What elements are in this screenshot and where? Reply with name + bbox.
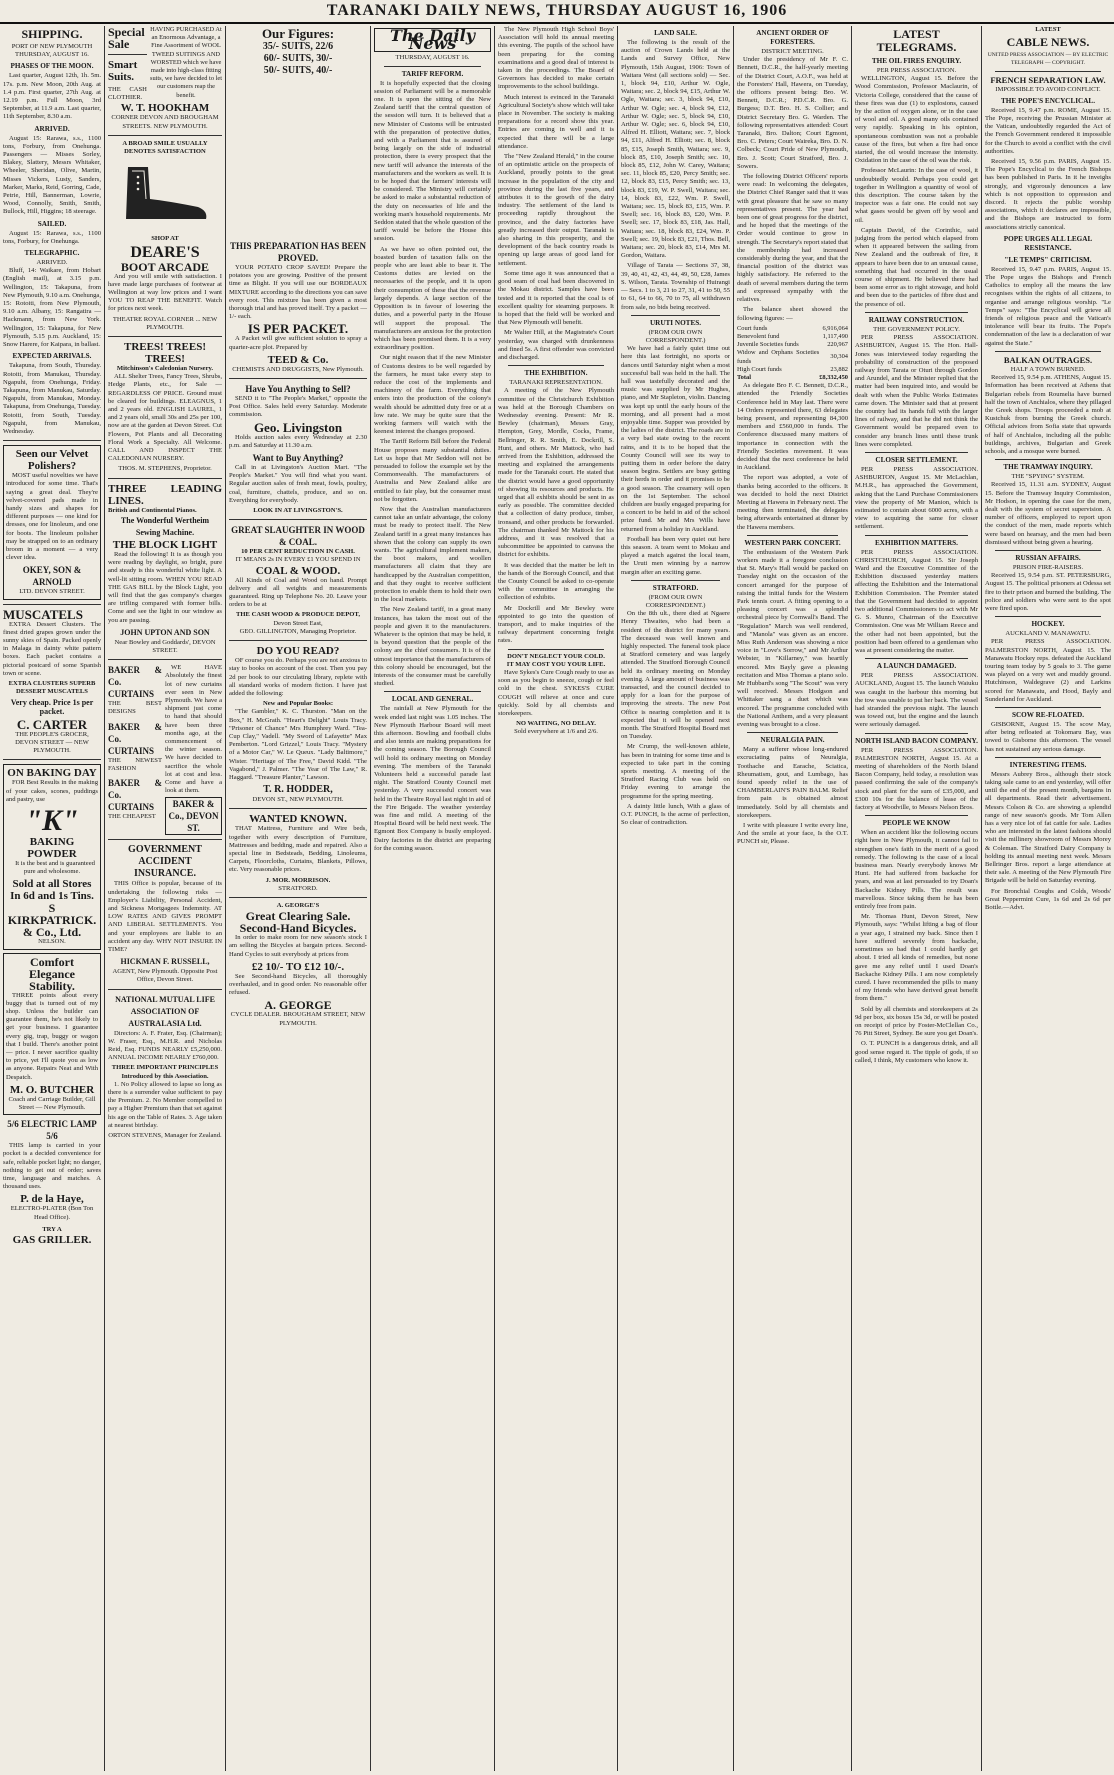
table-row: High Court funds 23,882 [737, 365, 848, 373]
cold-heading-2: IT MAY COST YOU YOUR LIFE. [506, 660, 606, 668]
principles-text: 1. No Policy allowed to lapse so long as there is a surrender value sufficient to pay the Premium. 2. No Member compelled to pay a Higher Premium than that set against his age on the Table of Rates. 3. Age taken at nearest birthday. [108, 1080, 222, 1129]
western-heading: WESTERN PARK CONCERT. [744, 538, 841, 547]
railway-heading: RAILWAY CONSTRUCTION. [868, 315, 965, 324]
telegraphic-text: Bluff, 14: Waikare, from Hobart (English mail), at 3.15 p.m. Wellington, 15: Takapuna, from New Plymouth, 9.10 a.m. Onehunga, 15: Rotoiti, from New Plymouth, 9.10 a.m. Albany, 15: Rangatira — Hackmann, from New York. Wellington, 15: Takapuna, for New Plymouth, 5.15 p.m. Auckland, 15: Snow Harere, for Kaipara, in ballast. [3, 267, 101, 349]
second-hand: Second-Hand Bicycles. [239, 921, 357, 936]
foresters-text-4: As delegate Bro F. C. Bennett, D.C.R., attended the Friendly Societies Conference held in May last. There were 14 Orders represented there, 63 delegates being present, and representing 84,300 members and £560,000 in funds. The Conference discussed many matters of importance in connection with the Friendly Societies movement. It was decided that the next conference be held in Auckland. [737, 382, 848, 472]
butcher-name: M. O. BUTCHER [9, 1083, 95, 1096]
baking-ad [3, 764, 101, 949]
we-have-text: WE HAVE Absolutely the finest lot of new curtains ever seen in New Plymouth. We have a shipment just come to hand that should have been three months ago, at the commencement of the winter season. We have decided to sacrifice the whole lot at cost and less. Come and have a look at them. [165, 664, 222, 795]
balkan-sub: HALF A TOWN BURNED. [1010, 365, 1086, 373]
shipping-heading: SHIPPING. [21, 27, 83, 41]
mitchinson: Mitchinson's Caledonian Nursery. [116, 365, 214, 373]
land-text: The following is the result of the auction of Crown Lands held at the Lands and Survey Office, New Plymouth, 15th August, 1906: Town of Waitara West (all sections sold) — Sec. 1, block 94, £10, Arthur W. Ogle, Waitara; sec. 2, block 94, £15, Arthur W. Ogle, Waitara; sec. 3, block 94, £10, Arthur W. Ogle; sec. 4, block 94, £12, Arthur W. Ogle; sec. 5, block 94, £10, Arthur W. Ogle; sec. 6, block 94, £10, Alfred H. Elliott, Waitara; sec. 7, block 94, £11, Alfred H. Elliott; sec. 8, block 85, £15, Joseph Smith, Waitara; sec. 9, block 85, £10, Joseph Smith; sec. 10, block 85, £12, John W. Carey, Waitara; sec. 11, block 85, £20, Percy Smith; sec. 12, block 83, £15, Percy Smith; sec. 13, block 83, £19, W. P. Swell, Waitara; sec. 14, block 83, £22, Wm. P. Swell, Waitara; sec. 15, block 83, £15, Wm. P. Swell; sec. 16, block 83, £20, Wm. P. Swell; sec. 17, block 83, £18, Jas. Hall, Waitara; sec. 18, block 83, £24, Wm. P. Swell; sec. 19, block 83, £21, Thos. Bell, Waitara; sec. 20, block 83, £14, Mrs M. Gordon, Waitara. [621, 39, 730, 260]
table-row: Benevolent fund 1,117,490 [737, 332, 848, 340]
western-text: The enthusiasm of the Western Park workers made it a foregone conclusion that St. Mary's Hall would be packed on Tuesday night on the occasion of the concert arranged for the purpose of raising the initial funds for the Western Park tennis court. A fitting opening to a pleasing concert was a splendid orchestral piece by Cornwall's Band. The "Regulation" March was well rendered, and "Manola" was given as an encore. Miss Ruth Anderson was showing a nice voice in "Love's Sorrow," and Mr Arthur Webster, in "Killarney," was heartily encored. Mrs Bayly gave a pleasing recitation and Miss Thomas a piano solo. Mr Hubbard's song "The Scout" was very well received. Messrs Hodgson and Whittaker sang a duet which was encored. The programme concluded with the National Anthem, and a very pleasant evening was brought to a close. [737, 548, 848, 729]
newest-fashion: THE NEWEST FASHION [108, 756, 162, 772]
people-text: When an accident like the following occurs right here in New Plymouth, it cannot fail to strengthen one's faith in the merit of a good remedy. The following is the case of a local business man. Nearly everybody knows Mr Hunt. He had suffered from backache for years, and was at last persuaded to try Doan's Backache Kidney Pills. The result was marvellous. Since taking them he has been entirely free from pain. [855, 829, 978, 911]
great-sale: Great Clearing Sale. [245, 909, 351, 924]
try-a: TRY A [42, 1225, 62, 1233]
block-light: THE BLOCK LIGHT [112, 538, 218, 551]
gov-insurance-heading: GOVERNMENT ACCIDENT INSURANCE. [128, 844, 202, 880]
phases-heading: PHASES OF THE MOON. [10, 62, 94, 71]
hockey-heading: HOCKEY. [1031, 620, 1065, 629]
baker-heading-3: BAKER & Co. [108, 777, 162, 800]
coal-wood: COAL & WOOD. [255, 564, 341, 577]
second-text: In order to make room for new season's stock I am selling the Bicycles at bargain prices. Second-Hand Cycles to suit everybody at prices from [229, 934, 367, 958]
stephens: THOS. M. STEPHENS, Proprietor. [118, 465, 212, 473]
port-date: THURSDAY, AUGUST 16. [15, 51, 89, 59]
velvet-text: MOST useful novelties we have introduced for some time. That's saying a great deal. They're velvet-covered pads made in handy sizes and shapes for different purposes — one kind for dresses, one for linoleum, and one for boots. The linoleum polisher may be strapped on to an ordinary broom in a moment — a very clever idea. [6, 472, 98, 562]
tariff-text-6: The New Zealand tariff, in a great many instances, has taken the most out of the people and given it to the manufacturers. Whatever is the opinion that may be held, it is beyond question that the people of the colony are the chief consumers. It is of the utmost importance that the manufacturers of this colony should be encouraged, but the interests of the consumer must be carefully studied. [374, 606, 492, 688]
column-3 [226, 240, 370, 1775]
comfort-ad [3, 953, 101, 1116]
powder-text: It is the best and is guaranteed pure and wholesome. [15, 860, 95, 876]
uruti-text-2: Football has been very quiet out here this season. A team went to Mokau and played a match against the local team, the Uruti men winning by a narrow margin after an exciting game. [621, 535, 730, 576]
lamp-heading: 5/6 ELECTRIC LAMP 5/6 [7, 1119, 97, 1142]
velvet-ad [3, 445, 101, 599]
look-in: LOOK IN AT LIVINGSTON'S. [253, 507, 343, 515]
russian-text: Received 15, 9.54 p.m. ST. PETERSBURG, August 15. The political prisoners at Odessa set fire to their prison and burned the building. The police and soldiers who were sent to the spot were fired upon. [985, 572, 1111, 612]
baker-devon: BAKER & Co., DEVON ST. [165, 797, 222, 835]
launch-heading: A LAUNCH DAMAGED. [876, 662, 957, 671]
comfort-heading: Comfort Elegance Stability. [29, 954, 75, 993]
foresters-text-3: The balance sheet showed the following figures: — [737, 306, 848, 322]
foresters-sub: DISTRICT MEETING. [761, 48, 824, 55]
georges: A. GEORGE'S [276, 901, 320, 909]
okey-name: OKEY, SON & ARNOLD [22, 565, 82, 588]
muscatel-price: Very cheap. Price 1s per packet. [10, 698, 94, 716]
expected-text: Takapuna, from South, Thursday. Rotoiti, from Manukau, Thursday. Ngapuhi, from Onehunga, Friday. Takapuna, from Manukau, Saturday. Ngapuhi, from Manukau, Monday. Takapuna, from Onehunga, Tuesday. Rotoiti, from South, Tuesday. Ngapuhi, from Manukau, Wednesday. [3, 362, 101, 435]
sailed-heading: SAILED. [37, 219, 67, 228]
teed-name: TEED & Co. [267, 353, 329, 366]
items-text: Messrs Aubrey Bros., although their stock taking sale came to an end yesterday, will offer until the end of the present month, bargains in all departments. Read their advertisement. Messrs Colson & Co. are showing a splendid range of new season's goods. Mr Tom Allen has a very nice lot of fat cattle for sale. Ladies who are interested in the latest fashions should visit the millinery showroom of Messrs Morey & Coleman. The Stratford Dairy Company is holding its annual meeting next week. Messrs Bellringer Bros. report a large attendance at their sale. A meeting of the New Plymouth Fire Brigade will be held on Saturday evening. [985, 770, 1111, 885]
theatre-corner: THEATRE ROYAL CORNER ... NEW PLYMOUTH. [112, 315, 218, 331]
temps-heading: "LE TEMPS" CRITICISM. [1004, 255, 1092, 264]
tariff-text-4: The Tariff Reform Bill before the Federal House proposes many substantial duties. Let us hope that Mr Seddon will not be persuaded to follow the example set by the Commonwealth. The manufacturers of Australia and New Zealand alike are entitled to fair play, but the consumer must not be forgotten. [374, 438, 491, 503]
reduction: 10 PER CENT REDUCTION IN CASH. [241, 548, 355, 556]
british-pianos: British and Continental Pianos. [108, 506, 197, 514]
temps-text: Received 15, 9.47 p.m. PARIS, August 15. The Pope urges the Bishops and French Catholics to employ all the means the law recognises within the rights of all citizens, to organise and arrange religious worship. "Le Temps" says: "The Encyclical will grieve all friends of religious peace and the Vatican's intolerance will bear its fruits. The Pope's condemnation of the law is a declaration of war against the State." [985, 265, 1111, 347]
table-row: Total £8,332,450 [737, 373, 848, 381]
george-name: A. GEORGE [264, 998, 332, 1013]
smart-suits: Smart Suits. [108, 59, 138, 83]
hookham-name: W. T. HOOKHAM [120, 102, 210, 115]
tramway-sub: THE "SPYING" SYSTEM. [1011, 473, 1085, 481]
people-heading: PEOPLE WE KNOW [882, 819, 951, 828]
carter-name: C. CARTER [16, 716, 88, 732]
mutual-heading: NATIONAL MUTUAL LIFE ASSOCIATION OF AUSTRALASIA Ltd. [115, 994, 215, 1028]
figures-1: 35/- SUITS, 22/6 [262, 41, 334, 52]
upton: JOHN UPTON AND SON [120, 627, 210, 637]
russell-name: HICKMAN F. RUSSELL, [120, 957, 210, 967]
daily-news-title: The Daily News [374, 28, 491, 52]
carter-sub: THE PEOPLE'S GROCER, DEVON STREET — NEW PLYMOUTH. [15, 730, 89, 755]
figures-box [226, 26, 370, 216]
prep-heading: THIS PREPARATION HAS BEEN PROVED. [230, 241, 366, 263]
geo-text: Holds auction sales every Wednesday at 2.30 p.m. and Saturday at 11.30 a.m. [229, 433, 367, 449]
exhibition-matters-heading: EXHIBITION MATTERS. [875, 538, 958, 547]
punch-verse: A dainty little lunch, With a glass of O.T. PUNCH, Is the acme of perfection, So clear of contradiction. [621, 802, 730, 827]
velvet-heading: Seen our Velvet Polishers? [15, 448, 89, 473]
column-4 [371, 26, 494, 1775]
closer-text: PER PRESS ASSOCIATION. ASHBURTON, August 15. Mr McLachlan, M.H.R., has approached the Government, asking that the Land Purchase Commissioners view the property of Mr Manion, which is estimated to contain about 6000 acres, with a view to acquiring the same for closer settlement. [855, 465, 978, 531]
boot-illustration [108, 159, 222, 229]
gas-griller: GAS GRILLER. [12, 1234, 92, 1247]
launch-text: PER PRESS ASSOCIATION. AUCKLAND, August 15. The launch Waiuku was caught in the harbour this morning but the tow was unable to put her back. The vessel had stranded the previous night. The launch was towed out, but the engine and the launch were seriously damaged. [855, 672, 978, 729]
sell-text: SEND it to "The People's Market," opposite the Post Office. Sales held every Saturday. Moderate commission. [229, 395, 367, 419]
means: IT MEANS 2s IN EVERY £1 YOU SPEND IN [235, 556, 361, 564]
teed-sub: CHEMISTS AND DRUGGISTS, New Plymouth. [232, 365, 364, 373]
k-logo: "K" [25, 804, 79, 838]
exhibition-heading: THE EXHIBITION. [524, 369, 588, 378]
railway-sub: THE GOVERNMENT POLICY. [873, 325, 960, 333]
column-7 [734, 26, 851, 1775]
items-heading: INTERESTING ITEMS. [1009, 760, 1087, 769]
powder-heading: BAKING POWDER [27, 836, 77, 861]
coal-text: All Kinds of Coal and Wood on hand. Prompt delivery and all weights and measurements guaranteed. Ring up Telephone No. 20. Leave your orders to be at [229, 576, 367, 609]
morrison: J. MOR. MORRISON. [265, 876, 331, 884]
lamp-text: THIS lamp is carried in your pocket is a decided convenience for safe, reliable pocket light; no danger, nothing to get out of order; saves time, language and matches. A thousand uses. [3, 1142, 101, 1191]
table-row: Widow and Orphans Societies funds 30,304 [737, 349, 848, 365]
smile-text: A BROAD SMILE USUALLY DENOTES SATISFACTION [122, 139, 208, 156]
principles-heading: THREE IMPORTANT PRINCIPLES Introduced by this Association. [111, 1064, 219, 1080]
police-text: Mr Walter Hill, at the Magistrate's Court yesterday, was charged with drunkenness and fined 5s. A first offender was convicted and discharged. [498, 329, 614, 361]
gillington: GEO. GILLINGTON, Managing Proprietor. [239, 627, 357, 635]
funds-table [737, 325, 848, 382]
telegrams-heading: LATEST TELEGRAMS. [876, 27, 957, 54]
curtains-1: CURTAINS [108, 689, 155, 700]
upton-sub: Near Bowley and Goddards', DEVON STREET. [114, 638, 216, 654]
table-row: Juvenile Societies funds 220,967 [737, 341, 848, 349]
stratford-text-2: Mr Crump, the well-known athlete, has been in training for some time and is expected to take part in the coming sports meeting. A meeting of the Stratford Racing Club was held on Friday evening to arrange the programme for the spring meeting. [621, 743, 730, 800]
hookham-text: HAVING PURCHASED At an Enormous Advantage, a Fine Assortment of WOOL TWEED SUITINGS AND WORSTED which we have made into high-class fitting suits, we have decided to let our customers reap the benefit. [149, 26, 223, 99]
punch-verse-3: O. T. PUNCH is a dangerous drink, and all good sense regard it. The tipple of gods, if so called, I think, My customers who know it. [855, 1040, 978, 1064]
tramway-text: Received 15, 11.31 a.m. SYDNEY, August 15. Before the Tramway Inquiry Commission, Mr Hodson, in opening the case for the men, dealt with the system of secret supervision. A number of officers, employed to report upon the conduct of the men, made reports which were based on hearsay, and the men had been dismissed without being given a hearing. [985, 481, 1111, 546]
nelson: NELSON. [38, 938, 66, 946]
latest-label: LATEST [1035, 26, 1061, 33]
leader-date: THURSDAY, AUGUST 16. [395, 54, 470, 62]
exhibition-matters-text: PER PRESS ASSOCIATION. CHRISTCHURCH, August 15. Sir Joseph Ward and the Executive Committee of the Exhibition discussed yesterday matters affecting the Exhibition and the International Exhibition Commission. The Premier stated that the Government had decided to appoint two additional Commissioners to act with Mr G. S. Munro, Chairman of the Executive Commission. One was Mr William Reece and the other had not been appointed, but the position had been offered to a gentleman who was at present considering the matter. [855, 548, 978, 654]
tramway-heading: THE TRAMWAY INQUIRY. [1003, 463, 1093, 472]
local-heading: LOCAL AND GENERAL. [391, 695, 474, 704]
french-heading: FRENCH SEPARATION LAW. [990, 74, 1106, 85]
zealand-text: The "New Zealand Herald," in the course of an optimistic article on the prospects of Auckland, proudly points to the great increase in the population of the city and province during the last five years, and attributes it to the growth of the dairy industry. The settlement of the land is proceeding rapidly throughout the province, and the dairy factories have greatly increased their output. Taranaki is also sharing in this prosperity, and the development of the back country roads is opening up large areas of good land for settlement. [498, 153, 614, 267]
sailed-text: August 15: Rarawa, s.s., 1100 tons, Forbury, for Onehunga. [3, 229, 101, 245]
column-5 [495, 26, 617, 1775]
sold-at: Sold at all Stores In 6d and 1s Tins. [10, 878, 94, 903]
foresters-text-5: The report was adopted, a vote of thanks being accorded to the officers. It was decided to hold the next District Meeting at Hawera in February next. The meeting then terminated, the delegates being afterwards entertained at dinner by the Hawera members. [737, 474, 848, 531]
buy-heading: Want to Buy Anything? [252, 453, 344, 464]
tariff-heading: TARIFF REFORM. [401, 69, 464, 78]
pope-resistance: POPE URGES ALL LEGAL RESISTANCE. [1003, 234, 1093, 252]
okey-sub: LTD. DEVON STREET. [19, 588, 85, 596]
school-text-2: Much interest is evinced in the Taranaki Agricultural Society's show which will take place in November. The society is making preparations for a record show this year. Entries are coming in well and it is expected that there will be a large attendance. [498, 93, 614, 150]
prep-text: YOUR POTATO CROP SAVED! Prepare the potatoes you are growing. Positive of the present time as Blight. If you will use our BORDEAUX MIXTURE according to the directions you can save every root. This mixture has been given a most thorough trial and has proved itself. Try a packet — 1/- each. [229, 264, 367, 321]
comfort-text: THREE points about every buggy that is turned out of my shop. Unless the builder can guarantee them, he's not likely to get your business. I guarantee every gig, trap, buggy or wagon that I build. There's another point — price. I never sacrifice quality to price, yet I'll quote you as low as anyone. Repairs Neat and With Despatch. [6, 991, 98, 1081]
block-text: Read the following! It is as though you were reading by daylight, so bright, pure and steady is this wonderful white light. A well-lit sitting room. WHEN YOU READ THE GAS BILL by the Block Light, you will find that the gas company's charges are trifling compared with former bills. Come and see the light in our window as you are passing. [108, 550, 222, 624]
hookham-addr: CORNER DEVON AND BROUGHAM STREETS. NEW PLYMOUTH. [111, 114, 219, 130]
curtains-2: CURTAINS [108, 745, 155, 756]
punch-verse-2: I write with pleasure I write every line, And the smile at your face, Is the O.T. PUNCH sir, Please. [737, 822, 848, 846]
cash-clothier: THE CASH CLOTHIER. [108, 86, 147, 102]
baker-heading-2: BAKER & Co. [108, 721, 162, 744]
russell-sub: AGENT, New Plymouth. Opposite Post Office, Devon Street. [112, 968, 218, 984]
mitchinson-text: ALL Shelter Trees, Fancy Trees, Shrubs, Hedge Plants, etc., for Sale — REGARDLESS OF PRICE. Ground must be cleared for buildings. ELEAGNUS, 1 and 2 years old. ENGLISH LAUREL, 1 and 2 years old, small 30s and 25s per 100, now are at the garden at Devon Street. Cut Flowers, Pot Plants and all Decorating Floral Work a Specialty. All Welcome. CALL AND INSPECT THE CALEDONIAN NURSERY. [108, 373, 222, 463]
figures-3: 50/- SUITS, 40/- [263, 65, 333, 76]
column-8 [852, 26, 981, 1775]
wanted-text: THAT Mattress, Furniture and Wire beds, together with every description of Furniture, Mattresses and bedding, made and repaired. Also a special line in Bedsteads, Bedding, Linoleums, Carpets, Floorcloths, Curtains, Blankets, Pillows, etc. Very reasonable prices. [229, 825, 367, 874]
land-heading: LAND SALE. [654, 29, 697, 37]
read-text: OF course you do. Perhaps you are not anxious to stay to books on account of the cost. Then you pay 2d per book to our circulating library, replete with all standard works of modern fiction. I have just added the following: [229, 657, 367, 697]
people-text-2: Mr. Thomas Hunt, Devon Street, New Plymouth, says: "Whilst lifting a bag of flour a year ago, I strained my back. Since then I have suffered severely from backache, sometimes so bad that I could hardly get about. I tried all kinds of remedies, but none gave me any relief until I used Doan's Backache Kidney Pills. I am now completely cured. I have recommended the pills to many of my friends who have derived great benefit from them." [855, 913, 978, 1003]
cold-heading: DON'T NEGLECT YOUR COLD. [507, 652, 605, 660]
pope-text-2: Received 15, 9.56 p.m. PARIS, August 15. The Pope's Encyclical to the French Bishops has been published in Paris. In it he inveighs strongly, and vigorously denounces a law which is not opposition to oppression and discord. It rejects the public worship associations, which it declares are impossible, and the Bishops are instructed to form associations strictly canonical. [985, 158, 1111, 231]
school-text: The New Plymouth High School Boys' Association will hold its annual meeting this evening. The pupils of the school have been preparing for the coming examinations and a good deal of interest is taken in the proceedings. The Board of Governors has decided to make certain improvements to the school buildings. [498, 26, 614, 91]
french-sub: IMPOSSIBLE TO AVOID CONFLICT. [995, 85, 1101, 93]
exhibition-text-3: Mr Dockrill and Mr Bewley were appointed to go into the question of transport, and to make inquiries of the railway department concerning freight rates. [498, 604, 614, 645]
three-leading: THREE LEADING LINES. [108, 482, 222, 507]
cheapest: THE CHEAPEST [108, 812, 156, 820]
muscatels-heading: MUSCATELS [3, 606, 83, 622]
tariff-text-5: Now that the Australian manufacturers cannot take an unfair advantage, the colony must be ready to protect itself. The New Zealand tariff in a great many instances has shown that the colony can supply its own wants. The agricultural implement makers, the boot makers, and woollen manufacturers all claim that they are handicapped by the Australian competition, and that they ought to receive sufficient protection to enable them to hold their own in the local markets. [374, 505, 491, 604]
muscatels-text: EXTRA Dessert Clusters. The finest dried grapes grown under the sunny skies of Spain. Packed openly in Malaga in dainty white pattern boxes. Each packet contains a pictorial postcard of some Spanish town or scene. [3, 620, 101, 677]
kirkpatrick: S KIRKPATRICK. & Co., Ltd. [7, 901, 97, 940]
foresters-heading: ANCIENT ORDER OF FORESTERS. [756, 29, 829, 46]
column-2 [105, 26, 225, 1775]
cable-sub: UNITED PRESS ASSOCIATION — BY ELECTRIC TELEGRAPH — COPYRIGHT. [987, 52, 1109, 67]
column-1 [0, 26, 104, 1775]
wertheim: The Wonderful Wertheim Sewing Machine. [120, 515, 210, 537]
second-text-2: See Second-hand Bicycles, all thoroughly overhauled, and in good order. No reasonable offer refused. [229, 972, 367, 997]
wanted-heading: WANTED KNOWN. [249, 813, 347, 826]
figures-2: 60/- SUITS, 30/- [263, 53, 333, 64]
uruti-heading: URUTI NOTES. [649, 318, 702, 327]
neuralgia-text: Many a sufferer whose long-endured excruciating pains of Neuralgia, Toothache and Earache, Sciatica, Rheumatism, gout, and Lumbago, has found speedy relief in the use of CHAMBERLAIN'S PAIN BALM. Relief from pain is obtained almost immediately. Sold by all chemists and storekeepers. [737, 746, 848, 819]
boot-arcade: BOOT ARCADE [120, 259, 210, 274]
tariff-text-1: It is hopefully expected that the closing session of Parliament will be a memorable one. It is upon the sitting of the New Zealand tariff that the central question of the session will turn. It is believed that a new Minister of Customs will be entrusted with the preparation of protective duties, and with a Parliament that is assured of being largely on the side of industrial protection, there is every prospect that the new tariff will advance the interests of the manufacturers and the workers as well. It is to be hoped that the farmers' interests will be considered. The Ministry will certainly be asked to make a substantial reduction of the duty on necessaries of life and the working man's household requirements. Mr Seddon stated that the whole question of the tariff would be before the House this session. [374, 79, 491, 243]
butcher-sub: Coach and Carriage Builder, Gill Street — New Plymouth. [8, 1095, 96, 1112]
pope-text: Received 15, 9.47 p.m. ROME, August 15. The Pope, receiving the Prussian Minister at the Vatican, undoubtedly regarded the Act of the French Government rendered it impossible for the Church to avoid a conflict with the civil authorities. [985, 106, 1111, 155]
bacon-heading: NORTH ISLAND BACON COMPANY. [855, 736, 978, 745]
uruti-sub: (FROM OUR OWN CORRESPONDENT.) [645, 328, 706, 344]
read-heading: DO YOU READ? [256, 645, 340, 658]
expected-heading: EXPECTED ARRIVALS. [12, 352, 92, 361]
sell-heading: Have You Anything to Sell? [245, 384, 351, 395]
trees-heading: TREES! TREES! TREES! [123, 341, 207, 366]
closer-heading: CLOSER SETTLEMENT. [875, 455, 958, 464]
balkan-heading: BALKAN OUTRAGES. [1003, 354, 1093, 365]
scow-heading: SCOW RE-FLOATED. [1011, 711, 1085, 719]
stratford-sub: (FROM OUR OWN CORRESPONDENT.) [645, 593, 706, 609]
exhibition-sub: TARANAKI REPRESENTATION. [509, 379, 603, 387]
arrived-heading: ARRIVED. [34, 124, 70, 133]
items-text-2: For Bronchial Coughs and Colds, Woods' Great Peppermint Cure, 1s 6d and 2s 6d per Bottle.—Advt. [985, 887, 1111, 912]
exhibition-text-2: It was decided that the matter be left in the hands of the Borough Council, and that the County Council be asked to co-operate with the committee in arranging the collection of exhibits. [498, 561, 614, 602]
geo-livingston: Geo. Livingston [253, 419, 343, 435]
deare-text: And you will smile with satisfaction. I have made large purchases of footwear at Wellington at way low prices and I want YOU TO REAP THE BENEFIT. Watch for prices next week. [108, 272, 222, 313]
morrison-sub: STRATFORD. [278, 884, 318, 892]
baker-heading-1: BAKER & Co. [108, 665, 162, 688]
stratford-text: On the 8th ult., there died at Ngaere Henry Thwaites, who had been a resident of the district for many years. The deceased was well known and highly respected. The funeral took place at Stratford cemetery and was largely attended. The Stratford Borough Council held its ordinary meeting on Monday evening. A large amount of business was transacted, and the council decided to apply for a loan for the purpose of improving the streets. The new Post Office is nearing completion and it is expected that it will be opened next month. The Stratford Hospital Board met on Tuesday. [621, 610, 730, 741]
local-text: The rainfall at New Plymouth for the week ended last night was 1.05 inches. The New Plymouth Harbour Board will meet this afternoon. Bowling and football clubs and also tennis are making preparations for the coming season. The Borough Council will hold its ordinary meeting on Monday evening. The members of the Taranaki Volunteers held a successful parade last night. The Stratford County Council met yesterday. A very successful concert was held in the Theatre Royal last night in aid of the Fire Brigade. The weather yesterday was fine and mild. A meeting of the Hospital Board will be held next week. The Egmont Box Company is busily employed. Dairy factories in the district are preparing for the coming season. [374, 705, 491, 852]
hockey-sub: AUCKLAND V. MANAWATU. [1005, 630, 1091, 638]
cold-text: Have Sykes's Cure Cough ready to use as soon as you begin to sneeze, cough or feel cold in the chest. SYKES'S CURE COUGH will relieve at once and cure quickly. Sold by all chemists and storekeepers. [498, 669, 614, 718]
bacon-text: PER PRESS ASSOCIATION. PALMERSTON NORTH, August 15. At a meeting of shareholders of the North Island Bacon Company, held today, a resolution was passed confirming the sale of the company's stock and plant for the sum of £35,000, and £300 10s for the balance of lease of the factory at Woodville, to Messrs Nelson Bros. [855, 746, 978, 812]
waiting: NO WAITING, NO DELAY. [516, 720, 596, 728]
balkan-text: Received 15, 9.54 p.m. ATHENS, August 15. Information has been received at Athens that Bulgarian rebels from Roumelia have burned half the town of Anchialos, where they pillaged the Greek shops. Troops proceeded a mob at Kustchuk from burning the Greek church. Official advices from Sofia state that upwards of half of Anchialos, including all the public buildings, archives, Bulgarian and Greek schools, and a mosque were burned. [985, 374, 1111, 455]
baking-text: FOR Best Results in the making of your cakes, scones, puddings and pastry, use [6, 779, 98, 803]
books-list: "The Gambler," K. C. Thurston. "Man on the Box," H. McGrath. "Heart's Delight" Louis Tracy. "Prisoner of Chance" Mrs Humphrey Ward. "Tea-Cup Clay," Vadell. "My Sword of Lafayette" Max Pemberton. "Lord Grizzel," Louis Tracy. "Mystery of a Motor Car," W. Le Queux. "Lady Baltimore," Wister. "Heritage of The Free," David Kidd. "The Vagabond," J. Palmer. "The Year of The Law," R. Haggard. "Treasure Planter," Lawson. [229, 708, 367, 781]
stratford-heading: STRATFORD. [652, 583, 699, 592]
devon-east: Devon Street East, [273, 619, 323, 627]
best-designs: THE BEST DESIGNS [108, 700, 162, 716]
tariff-text-2: As we have so often pointed out, the boasted burden of taxation falls on the people who are least able to bear it. The Customs duties are levied on the necessaries of the people, and it is upon their consumption of these that the revenue largely depends. A large section of the Opposition is in favour of lowering the duties, and a powerful party in the House will support the proposal. The manufacturers are anxious for the protection which has been promised them. It is a very extraordinary position. [374, 245, 491, 352]
foresters-text-2: The following District Officers' reports were read: In welcoming the delegates, the District Chief Ranger said that it was with great pleasure that he saw so many representatives present. The year had been one of great progress for the district, and he hoped that the meetings of the Order would continue to grow in strength. The Secretary's report stated that the membership had increased considerably during the year, and that the financial position of the district was highly satisfactory. He referred to the death of several members during the term and expressed sympathy with the relatives. [737, 173, 848, 304]
neuralgia-heading: NEURALGIA PAIN. [760, 736, 825, 745]
column-6 [618, 26, 733, 1775]
uruti-text: We have had a fairly quiet time out here this last fortnight, no sports or dances until Saturday night when a most successful ball was held in the hall. The hall was tastefully decorated and the music was supplied by Mr Hughes, piano, and Mr Stapleton, violin. Dancing was kept up until the early hours of the morning, and all present had a most enjoyable time. Supper was provided by the ladies of the district. The roads are in a very bad state owing to the recent rains, and it is to be hoped that the County Council will see its way to putting them in order before the dairy season begins. Settlers are busy getting their herds in order and it promises to be a good season. The creamery will open on the 1st September. The school children are busily engaged preparing for a concert to be held in aid of the school prize fund. Mr and Mrs Wills have returned from a holiday in Auckland. [621, 345, 730, 533]
price-range: £2 10/- TO £12 10/-. [251, 960, 345, 973]
russian-heading: RUSSIAN AFFAIRS. [1015, 553, 1081, 562]
foresters-text: Under the presidency of Mr F. C. Bennett, D.C.R., the half-yearly meeting of the District Court, A.O.F., was held at the Foresters' Hall, Hawera, on Tuesday, the officers present being: Bro. W. Bennett, D.C.R.; P.D.C.R. Bro. G. Burgess; D.T. Bro. H. S. Collier; and District Secretary Bro. G. Warden. The following representatives attended: Court Taranaki, Bro. Dalton; Court Egmont, Bro. C. Peters; Court Waireka, Bro. D. N. Colbeck; Court Pride of New Plymouth, Bro. J. Scott; Court Stratford, Bro. J. Sowers. [737, 56, 848, 170]
russian-sub: PRISON FIRE-RAISERS. [1012, 563, 1084, 571]
telegraphic-heading: TELEGRAPHIC. [24, 249, 80, 258]
figures-heading: Our Figures: [261, 26, 335, 41]
hockey-text: PER PRESS ASSOCIATION. PALMERSTON NORTH, August 15. The Manawatu Hockey reps. defeated the Auckland touring team today by 5 goals to 3. The game was played on a very wet and muddy ground. Hutchinson, Waldegrave (2) and Larkins scored for Manawatu, and Hood, Bayly and Sunderland for Auckland. [985, 638, 1111, 703]
column-9 [982, 26, 1114, 1775]
oil-text: WELLINGTON, August 15. Before the Wood Commission, Professor Maclaurin, of Victoria College, considered that the cause of these fires was due (1) to explosions, caused by the action of oxygen alone, or in the case of wool and oil. A good many oils contained very rapidly. Speaking in his opinion, spontaneous combustion was not a probable cause of the fires, but when a fire had once started, the oil would increase the intensity. Oxidation in the case of the oil was the risk. [855, 75, 978, 165]
exhibition-text: A meeting of the New Plymouth committee of the Christchurch Exhibition was held at the Borough Chambers on Wednesday evening. Present: Mr R. Bewley (chairman), Messrs Gray, Hempton, Grey, Mordle, Cocks, Frame, Bellringer, R. R. Smith, E. Dockrill, S. Hunt, and others. Mr Mattock, who had arrived from the Exhibition, addressed the meeting and explained the arrangements made for the Taranaki court. He stated that the district would have a good opportunity of showing its resources and products. He urged that all exhibits should be sent in as early as possible. The committee decided that a collection of dairy produce, timber, ironsand, and other products be forwarded. The chairman thanked Mr Mattock for his address, and it was resolved that a subcommittee be appointed to canvass the district for exhibits. [498, 387, 614, 559]
oil-sub: PER PRESS ASSOCIATION. [876, 67, 957, 74]
port-heading: PORT OF NEW PLYMOUTH [11, 43, 93, 50]
pope-heading: THE POPE'S ENCYCLICAL. [1000, 96, 1096, 105]
pkt-text: A Packet will give sufficient solution to spray a quarter-acre plot. Prepared by [229, 335, 367, 351]
george-sub: CYCLE DEALER. BROUGHAM STREET, NEW PLYMOUTH. [230, 1011, 366, 1027]
waiting-sub: Sold everywhere at 1/6 and 2/6. [514, 728, 598, 736]
people-text-3: Sold by all chemists and storekeepers at 2s 9d per box, six boxes 15s 3d, or will be posted on receipt of price by Foster-McClellan Co., 76 Pitt Street, Sydney. Be sure you get Doan's. [855, 1005, 978, 1038]
scow-text: GISBORNE, August 15. The scow May, after being refloated at Tokomaru Bay, was towed to Gisborne this afternoon. The vessel has not sustained any serious damage. [985, 721, 1111, 753]
depot: THE CASH WOOD & PRODUCE DEPOT, [236, 611, 360, 619]
extra-clusters: EXTRA CLUSTERS SUPERB DESSERT MUSCATELS [8, 679, 96, 696]
hayes-sub: ELECTRO-PLATER (Bon Ton Head Office). [10, 1205, 94, 1221]
special-sale: Special Sale [108, 26, 145, 51]
hodder-name: T. R. HODDER, [263, 784, 333, 796]
deare-name: DEARE'S [130, 243, 200, 261]
moon-text: Last quarter, August 12th, 1h. 5m. 17s. p.m. New Moon, 20th Aug. at 1.4 p.m. First quarter, 27th Aug. at 12.19 p.m. Full Moon, 3rd September, at 11.9 a.m. Last quarter, 11th September, 8.30 a.m. [3, 72, 101, 121]
per-packet: IS PER PACKET. [247, 321, 349, 337]
coal-text: Some time ago it was announced that a good seam of coal had been discovered in the Mokau district. Samples have been tested and it is reported that the coal is of excellent quality for steaming purposes. It is hoped that the field will be worked and that New Plymouth will benefit. [498, 269, 614, 327]
shop-at: SHOP AT [151, 235, 179, 243]
hayes-name: P. de la Haye, [20, 1193, 84, 1206]
hodder-sub: DEVON ST., NEW PLYMOUTH. [252, 796, 344, 804]
cable-news-heading: CABLE NEWS. [1006, 35, 1090, 50]
table-row: Court funds 6,916,064 [737, 324, 848, 332]
oil-heading: THE OIL FIRES ENQUIRY. [871, 57, 962, 65]
slaughter-heading: GREAT SLAUGHTER IN WOOD & COAL. [231, 525, 365, 548]
gov-text: THIS Office is popular, because of its undertaking the following risks — Employer's Liability, Personal Accident, and Sickness Mortgagees Indemnity. AT LOW RATES AND GIVES PROMPT AND LIBERAL SETTLEMENTS. You and your employees are liable to an accident any day. WHY NOT INSURE IN TIME? [108, 880, 222, 953]
popular-books: New and Popular Books: [262, 700, 334, 708]
buy-text: Call in at Livingston's Auction Mart. "The People's Market." You will find what you want. Regular auction sales of fresh meat, fowls, poultry, coal, furniture, chattels, produce, and so on. Everything for everybody. [229, 464, 367, 504]
oil-text-3: Captain David, of the Corinthic, said judging from the period which elapsed from when it appeared between the sailing from New Zealand and the outbreak of fire, it appears to have been due to an unusual cause, something that had occurred in the usual course of shipment. He believed there had been some error as to right stowage, and hold and been due to the particles of fibre dust and the presence of oil. [855, 226, 978, 308]
railway-text: PER PRESS ASSOCIATION. ASHBURTON, August 15. The Hon. Hall-Jones was interviewed today regarding the probability of construction of the proposed railway from Tarata or Oturi through Gordon and Arundel, and the Minister replied that the matter had been inquired into, and would be dealt with when the Public Works Estimates came down. The Minister said that at present the country had its hands full with the larger lines of railway, and that he did not think the Government would be prepared even to consider any branch lines until these trunk lines were completed. [855, 334, 978, 448]
oil-text-2: Professor McLaurin: In the case of wool, it undoubtedly would. Perhaps you could get together in Wellington a quantity of wool of this description. The course taken by the inspector was a fair one. He could not say what gases would be given off by wool and oil. [855, 167, 978, 224]
telegraphic-arrived: ARRIVED. [36, 259, 68, 267]
tariff-text-3: Our night reason that if the new Minister of Customs desires to be well regarded by the farmers, he must take every step to reduce the cost of the implements and machinery of the farm. Everything that enters into the production of the colony's wealth should be admitted duty free or at a low rate. We may be quite sure that the working farmers will watch with the keenest interest the changes proposed. [374, 354, 491, 436]
masthead: TARANAKI DAILY NEWS, THURSDAY AUGUST 16, 1906 [0, 0, 1114, 24]
curtains-3: CURTAINS [108, 801, 155, 812]
baking-heading: ON BAKING DAY [7, 767, 97, 780]
stevens: ORTON STEVENS, Manager for Zealand. [108, 1132, 222, 1140]
mutual-text: Directors: A. F. Frater, Esq. (Chairman); W. Fraser, Esq., M.H.R. and Nicholas Reid, Esq. FUNDS NEARLY £5,250,000. ANNUAL INCOME NEARLY £760,000. [108, 1029, 222, 1062]
land-text-2: Village of Tarata — Sections 37, 38, 39, 40, 41, 42, 43, 44, 49, 50, £28, James S. Wilson, Tarata. Township of Huirangi — Secs. 1 to 3, 21 to 27, 31, 41 to 50, 55 to 61, 64 to 66, 70 to 75, all withdrawn from sale, no bids being received. [621, 262, 730, 311]
arrived-text: August 15: Rarawa, s.s., 1100 tons, Forbury, from Onehunga. Passengers — Misses Sorley, Blakey, Slattery, Messrs Whitaker, Wheeler, Sheridan, Olive, Martin, Misses Vickers, Lusty, Sanders, Marker, Marks, Reid, Gorring, Cade, Petrie, Hill, Bannerman, Lowrie, Wood, Connolly, Smith, Smith, Bullock, Hill, Higgins; 18 steerage. [3, 134, 101, 216]
